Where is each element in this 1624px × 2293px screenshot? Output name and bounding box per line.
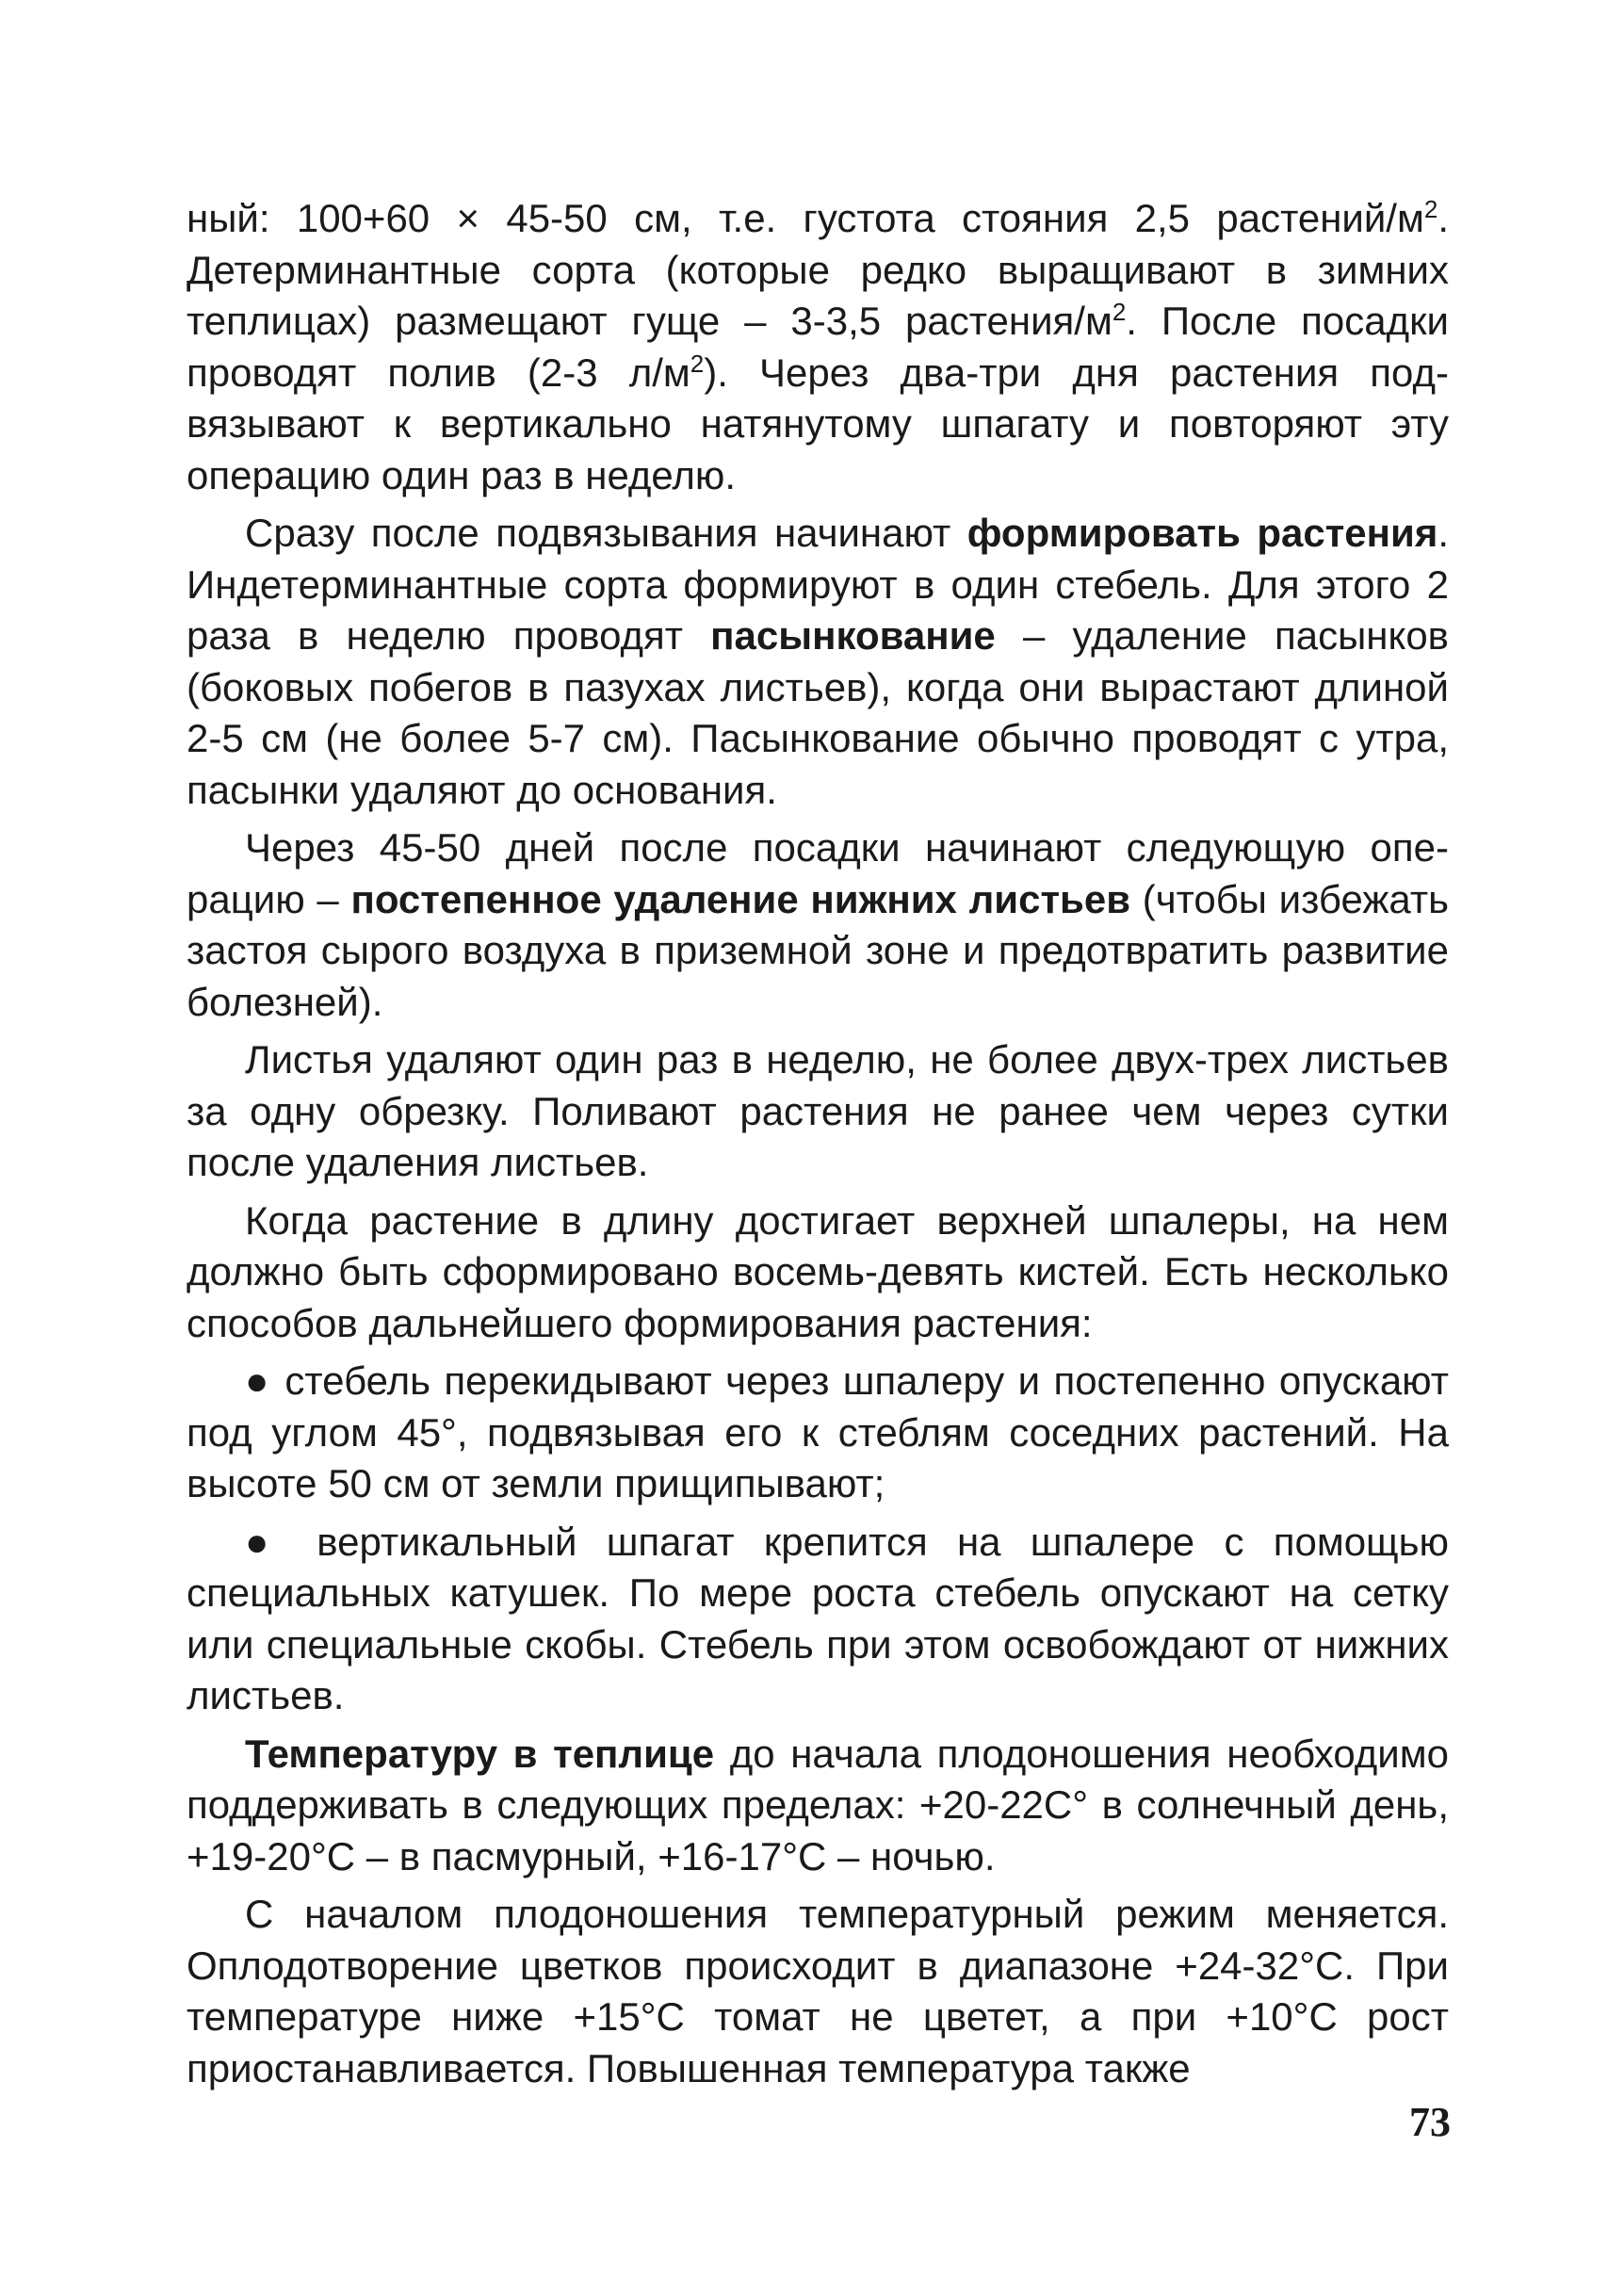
text-run: ). Через два-три дня растения подвязывают к вертикально натянутому шпагату и повторяют эту операцию один раз в неделю. [187,350,1449,497]
text-run: . Детерминантные сорта (которые редко выращивают в зимних теплицах) размещают гуще – 3-3,5 растения/м [187,196,1449,343]
text-run: . Индетерминантные сорта формируют в один стебель. Для этого 2 раза в неделю проводят [187,511,1450,658]
paragraph [187,1356,1449,1510]
paragraph [187,822,1449,1028]
superscript: 2 [690,349,705,378]
text-run: С началом плодоношения температурный режим меняется. Оплодотворение цветков происходит в диапазоне +24-32°С. При температуре ниже +15°С томат не цветет, а при +10°С рост приостанавливается. Повышенная температура также [187,1892,1449,2090]
paragraph [187,508,1449,816]
paragraph [187,1889,1449,2094]
bold-term: постепенное удаление нижних листьев [350,876,1131,921]
superscript: 2 [1423,195,1438,223]
text-run: (чтобы избежать застоя сырого воздуха в приземной зоне и предотвратить развитие болезней). [187,876,1449,1024]
paragraph [187,1034,1449,1189]
body-text [187,193,1449,2101]
paragraph [187,1517,1449,1722]
text-run: . После посадки проводят полив (2-3 л/м [187,299,1449,395]
text-run: ● вертикальный шпагат крепится на шпалере с помощью специальных катушек. По мере роста стебель опускают на сетку или специальные скобы. Стебель при этом освобождают от нижних листьев. [187,1519,1449,1717]
bold-term: пасынкование [710,613,996,658]
text-run: – удаление пасынков (боковых побегов в пазухах листьев), когда они вырастают длиной 2-5 см (не более 5-7 см). Пасынкование обычно проводят с утра, пасынки удаляют до основания. [187,613,1449,812]
paragraph [187,1195,1449,1350]
bold-term: Температуру в теплице [245,1731,715,1776]
text-run: Когда растение в длину достигает верхней шпалеры, на нем должно быть сформировано восемь-девять кистей. Есть несколько способов дальнейшего формирования растения: [187,1197,1449,1345]
text-run: ● стебель перекидывают через шпалеру и постепенно опускают под углом 45°, подвязывая его к стеблям соседних растений. На высоте 50 см от земли прищипывают; [187,1358,1449,1505]
paragraph [187,1729,1449,1883]
paragraph [187,193,1449,501]
text-run: до начала плодоношения необходимо поддерживать в следующих пределах: +20-22С° в солнечный день, +19-20°С – в пасмурный, +16-17°С – ночью. [187,1731,1449,1878]
superscript: 2 [1112,298,1127,326]
text-run: Листья удаляют один раз в неделю, не более двух-трех листьев за одну обрезку. Поливают растения не ранее чем через сутки после удаления листьев. [187,1037,1449,1184]
bold-term: формировать растения [966,511,1438,555]
text-run: Через 45-50 дней после посадки начинают следующую операцию – [187,825,1449,921]
text-run: ный: 100+60 × 45-50 см, т.е. густота стояния 2,5 растений/м [187,196,1424,240]
text-run: Сразу после подвязывания начинают [245,511,967,555]
page-number: 73 [1409,2099,1451,2145]
